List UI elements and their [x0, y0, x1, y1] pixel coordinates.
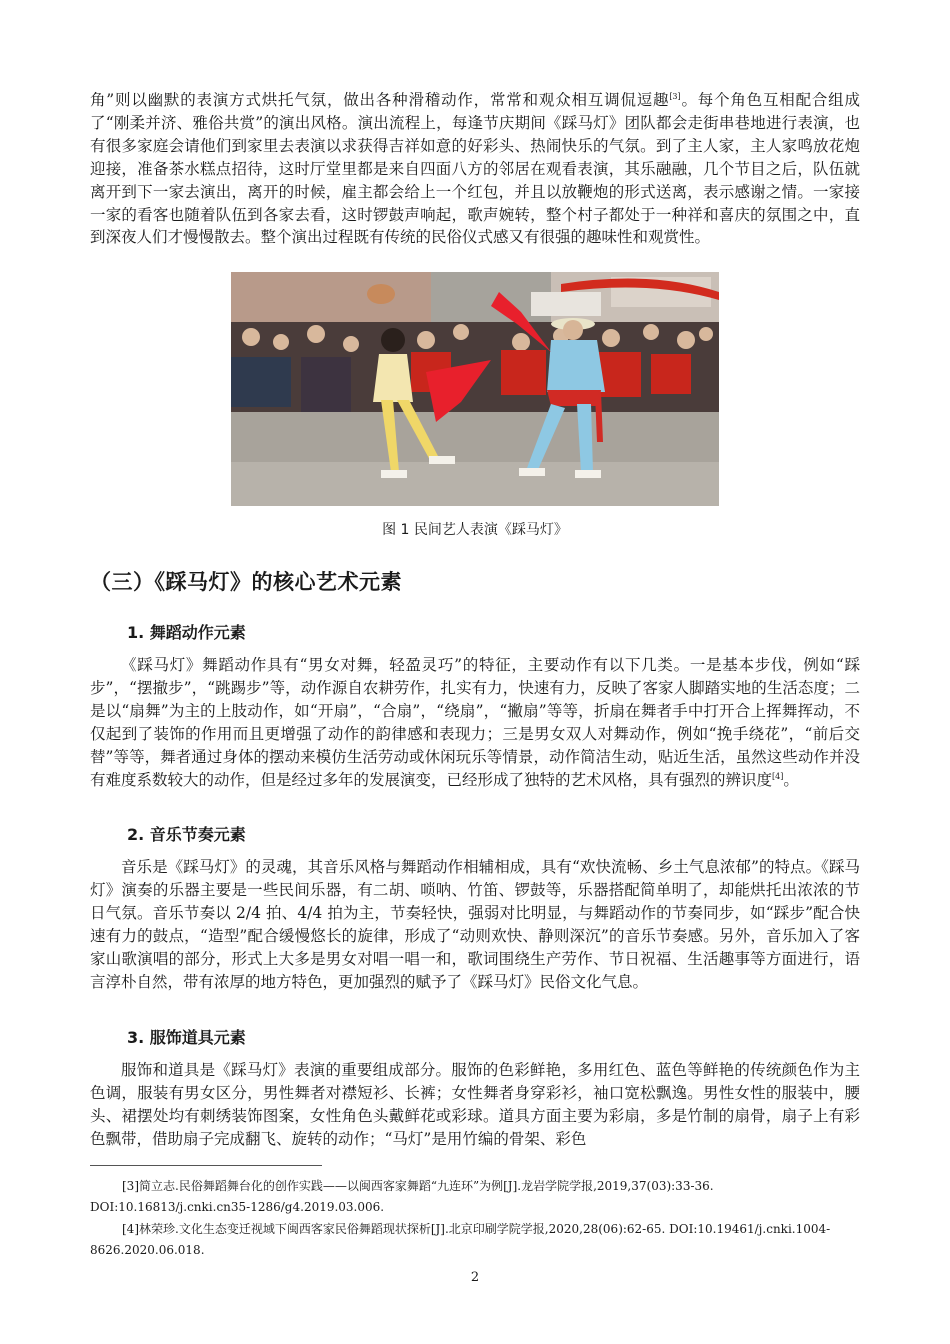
figure-caption: 图 1 民间艺人表演《踩马灯》 [382, 522, 568, 538]
footnote-4: [4]林荣珍.文化生态变迁视域下闽西客家民俗舞蹈现状探析[J].北京印刷学院学报,2020,28(06):62-65. DOI:10.19461/j.cnki.1004-8626.2020.06.018. [90, 1222, 831, 1257]
footnote-divider [90, 1165, 322, 1166]
body-paragraph-dance [90, 654, 860, 791]
body-paragraph-costume: 服饰和道具是《踩马灯》表演的重要组成部分。服饰的色彩鲜艳，多用红色、蓝色等鲜艳的传统颜色作为主色调，服装有男女区分，男性舞者对襟短衫、长裤；女性舞者身穿彩衫，袖口宽松飘逸。男性女性的服装中，腰头、裙摆处均有刺绣装饰图案，女性角色头戴鲜花或彩球。道具方面主要为彩扇，多是竹制的扇骨，扇子上有彩色飘带，借助扇子完成翻飞、旋转的动作；“马灯”是用竹编的骨架、彩色 [90, 1061, 860, 1148]
section-heading: （三）《踩马灯》的核心艺术元素 [90, 570, 402, 594]
subsection-heading-dance: 1. 舞蹈动作元素 [127, 623, 246, 642]
subsection-heading-music: 2. 音乐节奏元素 [127, 825, 246, 844]
page-number: 2 [470, 1270, 480, 1285]
paragraph-text: 。 [783, 770, 799, 789]
performance-photo [231, 272, 719, 506]
footnote-reference[interactable]: [3] [669, 91, 681, 101]
paragraph-text: 角”则以幽默的表演方式烘托气氛，做出各种滑稽动作，常常和观众相互调侃逗趣 [90, 91, 670, 109]
paragraph-text: 。每个角色互相配合组成了“刚柔并济、雅俗共赏”的演出风格。演出流程上，每逢节庆期间《踩马灯》团队都会走街串巷地进行表演，也有很多家庭会请他们到家里去表演以求获得吉祥如意的好彩头、热闹快乐的气氛。到了主人家，主人家鸣放花炮迎接，准备茶水糕点招待，这时厅堂里都是来自四面八方的邻居在观看表演，其乐融融，几个节目之后，队伍就离开到下一家去演出，离开的时候，雇主都会给上一个红包，并且以放鞭炮的形式送离，表示感谢之情。一家接一家的看客也随着队伍到各家去看，这时锣鼓声响起，歌声婉转，整个村子都处于一种祥和喜庆的氛围之中，直到深夜人们才慢慢散去。整个演出过程既有传统的民俗仪式感又有很强的趣味性和观赏性。 [90, 91, 860, 247]
footnote-3: [3]简立志.民俗舞蹈舞台化的创作实践——以闽西客家舞蹈“九连环”为例[J].龙岩学院学报,2019,37(03):33-36. DOI:10.16813/j.cnki.cn35-1286/g4.2019.03.006. [90, 1179, 714, 1214]
footnote-reference[interactable]: [4] [772, 771, 784, 781]
paragraph-text: 《踩马灯》舞蹈动作具有“男女对舞，轻盈灵巧”的特征，主要动作有以下几类。一是基本步伐，例如“踩步”，“摆撤步”，“跳踢步”等，动作源自农耕劳作，扎实有力，快速有力，反映了客家人脚踏实地的生活态度；二是以“扇舞”为主的上肢动作，如“开扇”，“合扇”，“绕扇”，“撇扇”等等，折扇在舞者手中打开合上挥舞挥动，不仅起到了装饰的作用而且更增强了动作的韵律感和表现力；三是男女双人对舞动作，例如“挽手绕花”，“前后交替”等等，舞者通过身体的摆动来模仿生活劳动或休闲玩乐等情景，动作简洁生动，贴近生活，虽然这些动作并没有难度系数较大的动作，但是经过多年的发展演变，已经形成了独特的艺术风格，具有强烈的辨识度 [90, 656, 860, 789]
subsection-heading-costume: 3. 服饰道具元素 [127, 1028, 246, 1047]
body-paragraph-continued [90, 89, 860, 249]
body-paragraph-music: 音乐是《踩马灯》的灵魂，其音乐风格与舞蹈动作相辅相成，具有“欢快流畅、乡土气息浓郁”的特点。《踩马灯》演奏的乐器主要是一些民间乐器，有二胡、唢呐、竹笛、锣鼓等，乐器搭配简单明了，却能烘托出浓浓的节日气氛。音乐节奏以 2/4 拍、4/4 拍为主，节奏轻快，强弱对比明显，与舞蹈动作的节奏同步，如“踩步”配合快速有力的鼓点，“造型”配合缓慢悠长的旋律，形成了“动则欢快、静则深沉”的音乐节奏感。另外，音乐加入了客家山歌演唱的部分，形式上大多是男女对唱一唱一和，歌词围绕生产劳作、节日祝福、生活趣事等方面进行，语言淳朴自然，带有浓厚的地方特色，更加强烈的赋予了《踩马灯》民俗文化气息。 [90, 858, 860, 991]
